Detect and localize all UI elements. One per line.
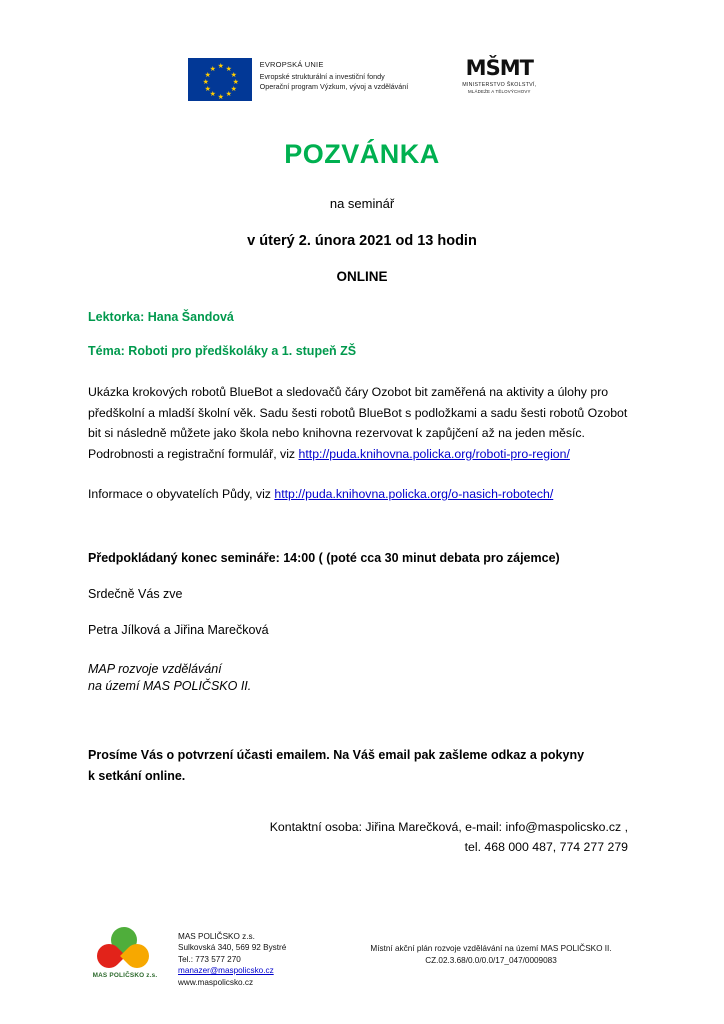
confirmation-notice — [88, 745, 636, 787]
eu-logo-block — [188, 58, 409, 101]
contact-line-2: tel. 468 000 487, 774 277 279 — [464, 839, 628, 854]
signatories-line: Petra Jílková a Jiřina Marečková — [88, 622, 269, 637]
page-title: POZVÁNKA — [284, 139, 440, 169]
mas-logo-label: MAS POLIČSKO z.s. — [92, 971, 158, 979]
footer — [0, 925, 724, 988]
invitation-line: Srdečně Vás zve — [88, 586, 183, 601]
footer-address-line-3: Tel.: 773 577 270 — [178, 954, 241, 964]
mas-logo — [88, 925, 162, 979]
eu-flag-icon: ★ ★ ★ ★ ★ ★ ★ ★ ★ ★ ★ ★ — [188, 58, 252, 101]
eu-logo-text — [260, 58, 409, 93]
info-text: Informace o obyvatelích Půdy, viz — [88, 487, 275, 501]
organization-line-2: na území MAS POLIČSKO II. — [88, 678, 252, 693]
contact-line-1: Kontaktní osoba: Jiřina Marečková, e-mail: info@maspolicsko.cz , — [269, 819, 628, 834]
footer-email-link[interactable]: manazer@maspolicsko.cz — [178, 966, 274, 976]
event-subtitle: na seminář — [329, 196, 395, 211]
msmt-subtitle-2: MLÁDEŽE A TĚLOVÝCHOVY — [467, 89, 531, 94]
footer-address-line-1: MAS POLIČSKO z.s. — [178, 931, 255, 941]
eu-line-3: Operační program Výzkum, vývoj a vzdělávání — [259, 82, 409, 91]
footer-project-info — [346, 925, 636, 967]
confirmation-notice-line-1: Prosíme Vás o potvrzení účasti emailem. Na Váš email pak zašleme odkaz a pokyny — [88, 747, 585, 762]
event-datetime: v úterý 2. února 2021 od 13 hodin — [247, 233, 477, 249]
contact-block — [88, 817, 636, 857]
organization-line-1: MAP rozvoje vzdělávání — [88, 661, 222, 676]
footer-project-line-2: CZ.02.3.68/0.0/0.0/17_047/0009083 — [425, 955, 557, 965]
organization-block — [88, 661, 636, 695]
description-paragraph — [88, 382, 636, 464]
description-text: Ukázka krokových robotů BlueBot a sledovačů čáry Ozobot bit zaměřená na aktivity a úlohy pro předškolní a mladší školní věk. Sadu šesti robotů BlueBot s podložkami a sadu šesti robotů Ozobot bit si následně můžete jako škola nebo knihovna rezervovat k zapůjčení až na jeden měsíc. Podrobnosti a registrační formulář, viz — [88, 385, 628, 461]
confirmation-notice-line-2: k setkání online. — [88, 768, 186, 783]
event-format: ONLINE — [336, 269, 388, 284]
mas-leaf-icon — [97, 927, 153, 969]
topic-line: Téma: Roboti pro předškoláky a 1. stupeň ZŠ — [88, 344, 357, 358]
footer-address — [178, 925, 286, 988]
footer-project-line-1: Místní akční plán rozvoje vzdělávání na území MAS POLIČSKO II. — [370, 943, 612, 953]
info-paragraph — [88, 484, 636, 505]
msmt-mark: MŠMT — [465, 56, 533, 80]
msmt-logo — [462, 58, 536, 94]
eu-line-1: EVROPSKÁ UNIE — [259, 60, 324, 69]
footer-address-line-2: Sulkovská 340, 569 92 Bystré — [178, 943, 287, 953]
registration-link[interactable]: http://puda.knihovna.policka.org/roboti-pro-region/ — [298, 446, 570, 461]
header-logos — [88, 0, 636, 101]
robots-info-link[interactable]: http://puda.knihovna.policka.org/o-nasich-robotech/ — [274, 487, 554, 501]
lecturer-line: Lektorka: Hana Šandová — [88, 310, 234, 324]
footer-website: www.maspolicsko.cz — [178, 977, 254, 987]
msmt-subtitle-1: MINISTERSTVO ŠKOLSTVÍ, — [462, 82, 537, 88]
eu-line-2: Evropské strukturální a investiční fondy — [259, 71, 385, 81]
end-time-note: Předpokládaný konec semináře: 14:00 ( (poté cca 30 minut debata pro zájemce) — [88, 550, 560, 565]
